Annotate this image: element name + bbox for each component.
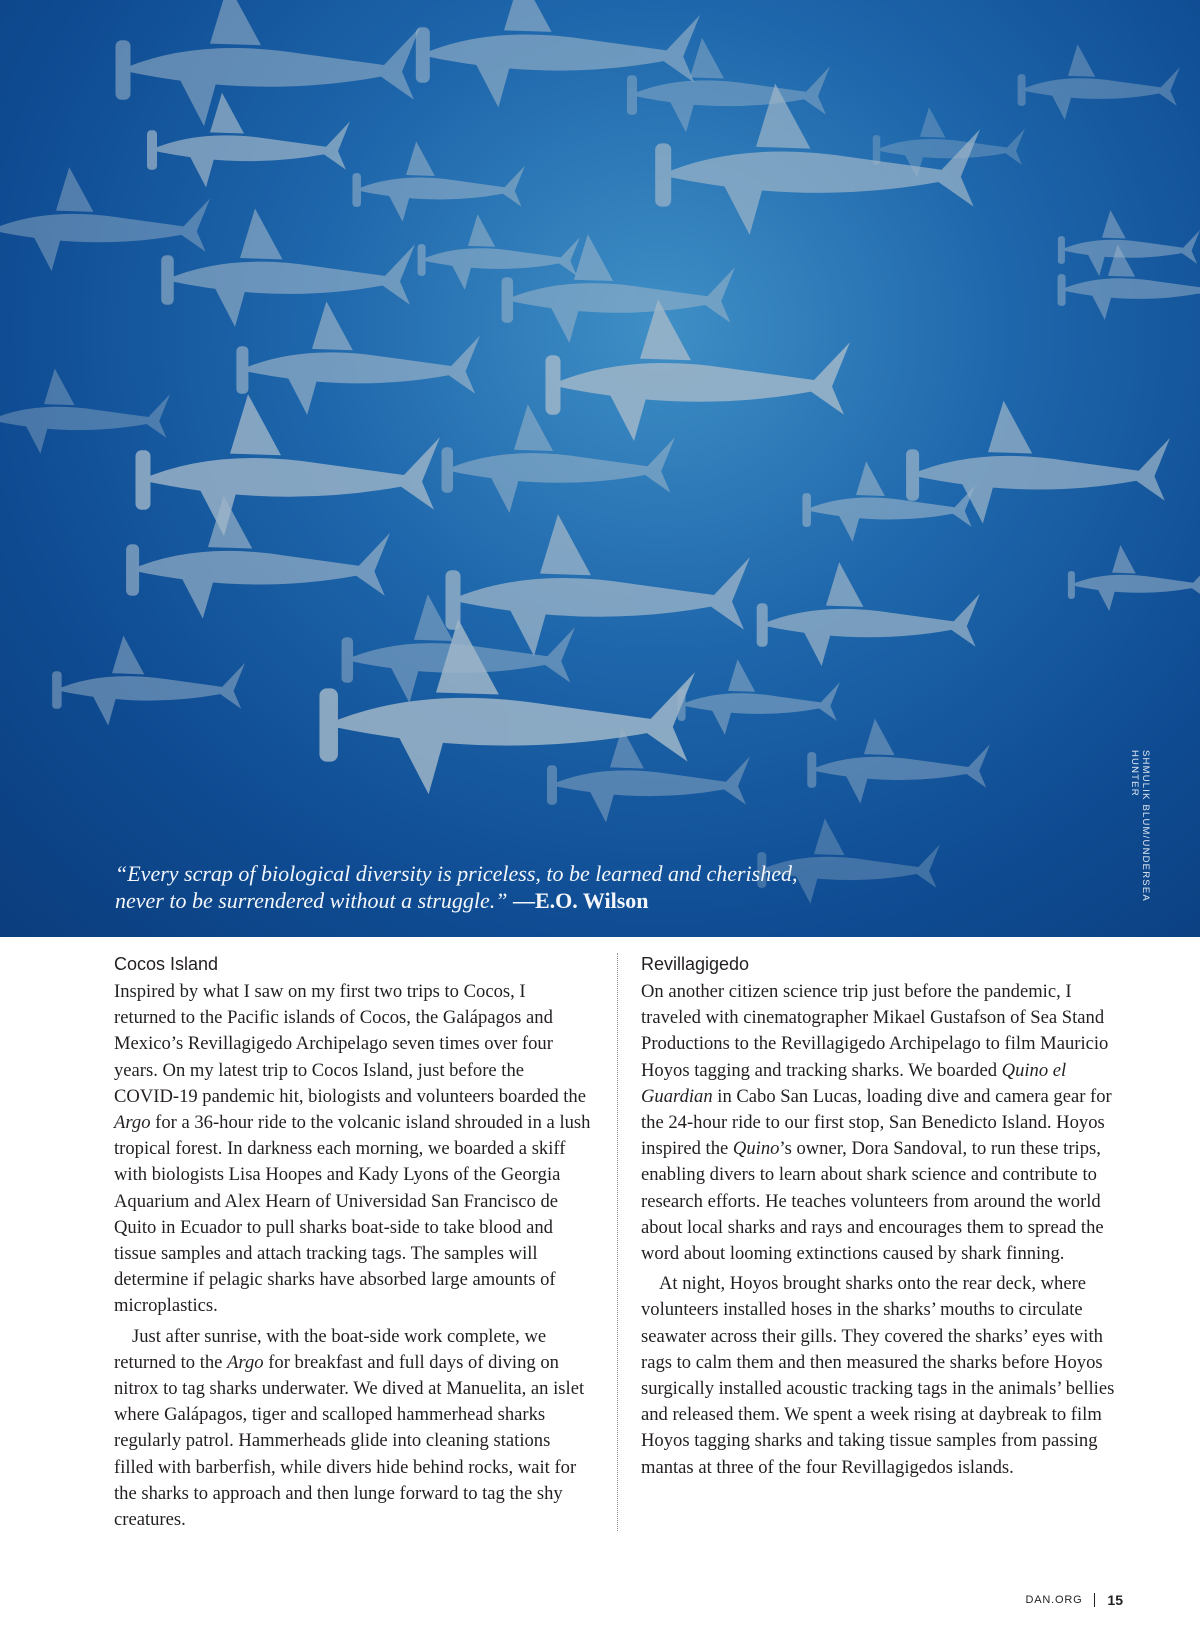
shark-shape (0, 167, 210, 271)
body-paragraph: On another citizen science trip just before the pandemic, I traveled with cinematographer Mikael Gustafson of Sea Stand Productions to the Revillagigedo Archipelago to film Mauricio Hoyos tagging and tracking sharks. We boarded Quino el Guardian in Cabo San Lucas, loading dive and camera gear for the 24-hour ride to our first stop, San Benedicto Island. Hoyos inspired the Quino’s owner, Dora Sandoval, to run these trips, enabling divers to learn about shark science and contribute to research efforts. He teaches volunteers from around the world about local sharks and rays and encourages them to spread the word about looming extinctions caused by shark finning. (641, 981, 1112, 1265)
shark-shape (52, 636, 245, 726)
shark-shape (446, 514, 751, 656)
body-paragraph: Inspired by what I saw on my first two trips to Cocos, I returned to the Pacific islands of Cocos, the Galápagos and Mexico’s Revillagigedo Archipelago seven times over four years. On my latest trip to Cocos Island, just before the COVID-19 pandemic hit, biologists and volunteers boarded the Argo for a 36-hour ride to the volcanic island shrouded in a lush tropical forest. In darkness each morning, we boarded a skiff with biologists Lisa Hoopes and Kady Lyons of the Georgia Aquarium and Alex Hearn of Universidad San Francisco de Quito in Ecuador to pull sharks boat-side to take blood and tissue samples and attach tracking tags. The samples will determine if pelagic sharks have absorbed large amounts of microplastics. (114, 981, 591, 1317)
shark-shape (418, 214, 580, 290)
shark-shape (1068, 545, 1200, 611)
column-revillagigedo (641, 953, 1119, 1481)
section-heading-cocos: Cocos Island (114, 954, 219, 974)
shark-shape (136, 394, 441, 536)
photo-credit: SHMULIK BLUM/UNDERSEA HUNTER (1129, 750, 1151, 902)
footer-separator (1094, 1593, 1095, 1607)
quote-text: “Every scrap of biological diversity is priceless, to be learned and cherished, never to be surrendered without a struggle.” (115, 861, 798, 913)
shark-shape (1018, 44, 1180, 120)
quote-attribution: —E.O. Wilson (513, 888, 649, 913)
page-number: 15 (1107, 1592, 1123, 1608)
column-divider (617, 953, 618, 1531)
shark-shape (0, 369, 170, 454)
shark-shape (236, 301, 480, 415)
shark-shape (502, 234, 735, 343)
shark-shape (116, 0, 421, 126)
shark-shape (442, 404, 675, 513)
footer-site: DAN.ORG (1025, 1594, 1083, 1606)
page-footer (1025, 1592, 1123, 1608)
shark-shape (546, 299, 851, 441)
shark-shape (807, 719, 990, 804)
body-paragraph: At night, Hoyos brought sharks onto the rear deck, where volunteers installed hoses in the sharks’ mouths to circulate seawater across their gills. They covered the sharks’ eyes with rags to calm them and then measured the sharks before Hoyos surgically installed acoustic tracking tags in the animals’ bellies and released them. We spent a week rising at daybreak to film Hoyos tagging sharks and taking tissue samples from passing mantas at three of the four Revillagigedos islands. (641, 1273, 1115, 1478)
shark-shape (906, 401, 1170, 524)
shark-shape (678, 659, 840, 735)
shark-shape (147, 93, 350, 188)
column-cocos-island (114, 953, 592, 1533)
shark-shape (352, 141, 525, 221)
pull-quote (115, 860, 815, 914)
shark-shape (757, 562, 980, 666)
shark-shape (161, 209, 415, 327)
section-heading-revillagigedo: Revillagigedo (641, 954, 750, 974)
body-paragraph: Just after sunrise, with the boat-side work complete, we returned to the Argo for breakfast and full days of diving on nitrox to tag sharks underwater. We dived at Manuelita, an islet where Galápagos, tiger and scalloped hammerhead sharks regularly patrol. Hammerheads glide into cleaning stations filled with barberfish, while divers hide behind rocks, wait for the sharks to approach and then lunge forward to tag the shy creatures. (114, 1325, 585, 1531)
shark-shape (126, 496, 390, 619)
